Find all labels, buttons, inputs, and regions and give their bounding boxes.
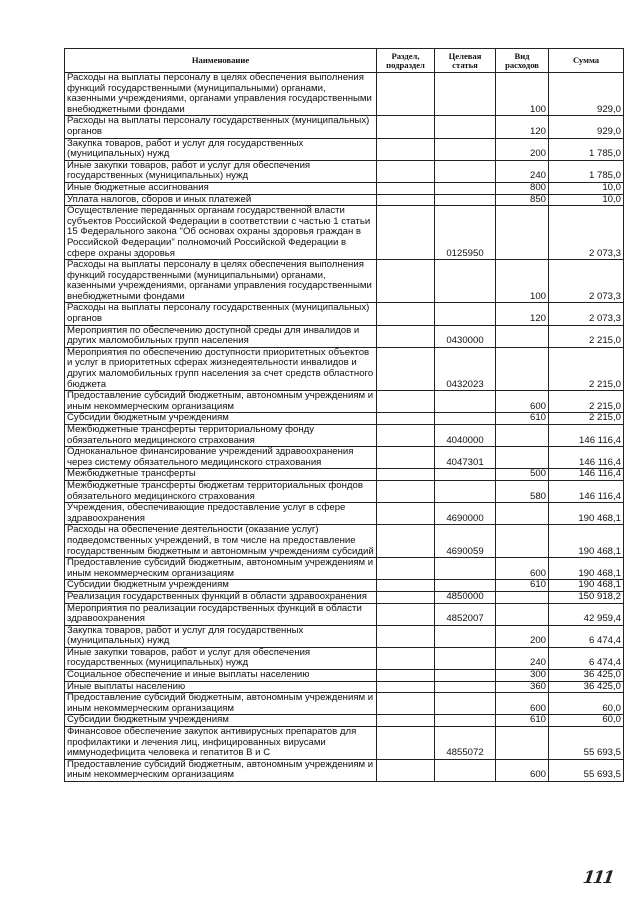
cell-type	[496, 447, 549, 469]
cell-type: 120	[496, 116, 549, 138]
table-row	[65, 603, 624, 625]
cell-type: 600	[496, 693, 549, 715]
table-row	[65, 525, 624, 558]
header-type: Вид расходов	[496, 49, 549, 73]
cell-name: Иные бюджетные ассигнования	[65, 182, 377, 194]
cell-type: 240	[496, 647, 549, 669]
table-row	[65, 413, 624, 425]
table-row	[65, 447, 624, 469]
cell-sum: 1 785,0	[549, 138, 624, 160]
cell-type: 800	[496, 182, 549, 194]
cell-sum: 2 215,0	[549, 347, 624, 390]
cell-section	[377, 160, 435, 182]
budget-table	[64, 48, 624, 782]
table-row	[65, 160, 624, 182]
table-row	[65, 558, 624, 580]
cell-section	[377, 759, 435, 781]
cell-article: 4852007	[435, 603, 496, 625]
cell-sum: 190 468,1	[549, 525, 624, 558]
cell-sum: 2 215,0	[549, 391, 624, 413]
cell-type	[496, 503, 549, 525]
cell-sum: 60,0	[549, 715, 624, 727]
table-row	[65, 138, 624, 160]
cell-section	[377, 413, 435, 425]
cell-type: 850	[496, 194, 549, 206]
cell-name: Реализация государственных функций в области здравоохранения	[65, 591, 377, 603]
cell-article	[435, 413, 496, 425]
cell-type: 300	[496, 670, 549, 682]
cell-name: Мероприятия по обеспечению доступной среды для инвалидов и других маломобильных групп населения	[65, 325, 377, 347]
cell-section	[377, 116, 435, 138]
cell-section	[377, 591, 435, 603]
table-row	[65, 206, 624, 260]
cell-type: 200	[496, 625, 549, 647]
cell-type: 600	[496, 759, 549, 781]
cell-name: Иные закупки товаров, работ и услуг для обеспечения государственных (муниципальных) нужд	[65, 160, 377, 182]
cell-section	[377, 138, 435, 160]
cell-section	[377, 260, 435, 303]
cell-sum: 929,0	[549, 116, 624, 138]
cell-name: Предоставление субсидий бюджетным, автономным учреждениям и иным некоммерческим организациям	[65, 558, 377, 580]
cell-name: Закупка товаров, работ и услуг для государственных (муниципальных) нужд	[65, 625, 377, 647]
cell-section	[377, 469, 435, 481]
cell-name: Предоставление субсидий бюджетным, автономным учреждениям и иным некоммерческим организациям	[65, 391, 377, 413]
cell-type: 600	[496, 391, 549, 413]
cell-name: Учреждения, обеспечивающие предоставление услуг в сфере здравоохранения	[65, 503, 377, 525]
header-article: Целевая статья	[435, 49, 496, 73]
cell-article	[435, 182, 496, 194]
table-row	[65, 670, 624, 682]
cell-article: 4690000	[435, 503, 496, 525]
cell-sum: 10,0	[549, 194, 624, 206]
cell-section	[377, 325, 435, 347]
cell-section	[377, 391, 435, 413]
cell-article	[435, 558, 496, 580]
table-row	[65, 182, 624, 194]
cell-type: 100	[496, 73, 549, 116]
cell-type	[496, 206, 549, 260]
cell-section	[377, 647, 435, 669]
cell-type: 120	[496, 303, 549, 325]
cell-article	[435, 625, 496, 647]
cell-sum: 146 116,4	[549, 447, 624, 469]
cell-article	[435, 160, 496, 182]
cell-article	[435, 715, 496, 727]
cell-name: Предоставление субсидий бюджетным, автономным учреждениям и иным некоммерческим организациям	[65, 693, 377, 715]
cell-section	[377, 503, 435, 525]
cell-article	[435, 759, 496, 781]
cell-article: 0432023	[435, 347, 496, 390]
cell-sum: 42 959,4	[549, 603, 624, 625]
cell-section	[377, 194, 435, 206]
cell-article: 4850000	[435, 591, 496, 603]
cell-article	[435, 194, 496, 206]
cell-section	[377, 206, 435, 260]
table-row	[65, 759, 624, 781]
table-row	[65, 681, 624, 693]
cell-type	[496, 347, 549, 390]
cell-section	[377, 447, 435, 469]
cell-name: Одноканальное финансирование учреждений здравоохранения через систему обязательного медицинского страхования	[65, 447, 377, 469]
cell-type: 500	[496, 469, 549, 481]
cell-article	[435, 116, 496, 138]
cell-article: 0125950	[435, 206, 496, 260]
table-row	[65, 715, 624, 727]
table-row	[65, 425, 624, 447]
cell-type: 580	[496, 480, 549, 502]
cell-article	[435, 681, 496, 693]
table-row	[65, 347, 624, 390]
cell-sum: 2 073,3	[549, 260, 624, 303]
cell-article	[435, 138, 496, 160]
cell-type: 610	[496, 580, 549, 592]
cell-type	[496, 727, 549, 760]
cell-name: Закупка товаров, работ и услуг для государственных (муниципальных) нужд	[65, 138, 377, 160]
cell-sum: 150 918,2	[549, 591, 624, 603]
table-row	[65, 469, 624, 481]
table-row	[65, 647, 624, 669]
cell-name: Расходы на выплаты персоналу в целях обеспечения выполнения функций государственными (муниципальными) органами, казенными учреждениями, органами управления государственными внебюджетными фондами	[65, 73, 377, 116]
cell-article	[435, 670, 496, 682]
cell-type	[496, 325, 549, 347]
cell-section	[377, 681, 435, 693]
cell-sum: 6 474,4	[549, 625, 624, 647]
table-row	[65, 580, 624, 592]
table-row	[65, 625, 624, 647]
cell-article	[435, 303, 496, 325]
handwritten-page-number: 111	[581, 868, 614, 888]
cell-type: 240	[496, 160, 549, 182]
cell-name: Расходы на выплаты персоналу в целях обеспечения выполнения функций государственными (муниципальными) органами, казенными учреждениями, органами управления государственными внебюджетными фондами	[65, 260, 377, 303]
cell-section	[377, 347, 435, 390]
cell-name: Межбюджетные трансферты	[65, 469, 377, 481]
cell-sum: 190 468,1	[549, 580, 624, 592]
cell-section	[377, 480, 435, 502]
cell-type	[496, 525, 549, 558]
cell-section	[377, 693, 435, 715]
cell-section	[377, 303, 435, 325]
cell-name: Межбюджетные трансферты территориальному фонду обязательного медицинского страхования	[65, 425, 377, 447]
cell-article	[435, 580, 496, 592]
table-row	[65, 116, 624, 138]
table-row	[65, 260, 624, 303]
cell-sum: 146 116,4	[549, 425, 624, 447]
cell-type: 610	[496, 413, 549, 425]
cell-name: Иные закупки товаров, работ и услуг для обеспечения государственных (муниципальных) нужд	[65, 647, 377, 669]
cell-type	[496, 425, 549, 447]
cell-sum: 190 468,1	[549, 503, 624, 525]
header-sum: Сумма	[549, 49, 624, 73]
table-row	[65, 727, 624, 760]
cell-section	[377, 558, 435, 580]
cell-name: Осуществление переданных органам государственной власти субъектов Российской Федерации в соответствии с частью 1 статьи 15 Федерального закона "Об основах охраны здоровья граждан в Российской Федерации" полномочий Российской Федерации в сфере охраны здоровья	[65, 206, 377, 260]
cell-article	[435, 73, 496, 116]
table-row	[65, 480, 624, 502]
cell-type: 610	[496, 715, 549, 727]
cell-section	[377, 625, 435, 647]
table-header-row	[65, 49, 624, 73]
table-row	[65, 693, 624, 715]
cell-sum: 2 073,3	[549, 206, 624, 260]
cell-name: Предоставление субсидий бюджетным, автономным учреждениям и иным некоммерческим организациям	[65, 759, 377, 781]
cell-sum: 36 425,0	[549, 681, 624, 693]
cell-article: 0430000	[435, 325, 496, 347]
table-row	[65, 325, 624, 347]
table-row	[65, 73, 624, 116]
cell-section	[377, 525, 435, 558]
cell-name: Субсидии бюджетным учреждениям	[65, 580, 377, 592]
cell-name: Уплата налогов, сборов и иных платежей	[65, 194, 377, 206]
cell-sum: 146 116,4	[549, 469, 624, 481]
cell-name: Расходы на обеспечение деятельности (оказание услуг) подведомственных учреждений, в том числе на предоставление государственным бюджетным и автономным учреждениям субсидий	[65, 525, 377, 558]
cell-section	[377, 182, 435, 194]
cell-sum: 55 693,5	[549, 759, 624, 781]
cell-sum: 1 785,0	[549, 160, 624, 182]
cell-section	[377, 715, 435, 727]
cell-type: 600	[496, 558, 549, 580]
cell-name: Расходы на выплаты персоналу государственных (муниципальных) органов	[65, 303, 377, 325]
cell-sum: 929,0	[549, 73, 624, 116]
cell-name: Межбюджетные трансферты бюджетам территориальных фондов обязательного медицинского страхования	[65, 480, 377, 502]
cell-name: Расходы на выплаты персоналу государственных (муниципальных) органов	[65, 116, 377, 138]
cell-sum: 146 116,4	[549, 480, 624, 502]
cell-article	[435, 260, 496, 303]
cell-section	[377, 603, 435, 625]
cell-section	[377, 670, 435, 682]
cell-article	[435, 693, 496, 715]
cell-article: 4855072	[435, 727, 496, 760]
cell-type: 360	[496, 681, 549, 693]
cell-sum: 10,0	[549, 182, 624, 194]
cell-sum: 55 693,5	[549, 727, 624, 760]
cell-section	[377, 727, 435, 760]
cell-sum: 60,0	[549, 693, 624, 715]
cell-type	[496, 603, 549, 625]
table-row	[65, 391, 624, 413]
cell-article	[435, 469, 496, 481]
table-body	[65, 73, 624, 782]
cell-article: 4040000	[435, 425, 496, 447]
cell-section	[377, 580, 435, 592]
cell-article	[435, 391, 496, 413]
cell-name: Иные выплаты населению	[65, 681, 377, 693]
cell-article: 4690059	[435, 525, 496, 558]
table-row	[65, 503, 624, 525]
header-section: Раздел, подраздел	[377, 49, 435, 73]
cell-name: Мероприятия по реализации государственных функций в области здравоохранения	[65, 603, 377, 625]
cell-section	[377, 73, 435, 116]
cell-article: 4047301	[435, 447, 496, 469]
cell-sum: 190 468,1	[549, 558, 624, 580]
cell-article	[435, 480, 496, 502]
cell-article	[435, 647, 496, 669]
cell-sum: 2 215,0	[549, 413, 624, 425]
table-row	[65, 303, 624, 325]
cell-section	[377, 425, 435, 447]
cell-name: Финансовое обеспечение закупок антивирусных препаратов для профилактики и лечения лиц, инфицированных вирусами иммунодефицита человека и гепатитов В и С	[65, 727, 377, 760]
header-name: Наименование	[65, 49, 377, 73]
cell-name: Субсидии бюджетным учреждениям	[65, 413, 377, 425]
cell-name: Субсидии бюджетным учреждениям	[65, 715, 377, 727]
cell-sum: 2 215,0	[549, 325, 624, 347]
cell-type: 200	[496, 138, 549, 160]
cell-type	[496, 591, 549, 603]
table-row	[65, 591, 624, 603]
cell-sum: 2 073,3	[549, 303, 624, 325]
cell-name: Мероприятия по обеспечению доступности приоритетных объектов и услуг в приоритетных сферах жизнедеятельности инвалидов и других маломобильных групп населения за счет средств областного бюджета	[65, 347, 377, 390]
cell-type: 100	[496, 260, 549, 303]
cell-sum: 6 474,4	[549, 647, 624, 669]
cell-name: Социальное обеспечение и иные выплаты населению	[65, 670, 377, 682]
cell-sum: 36 425,0	[549, 670, 624, 682]
table-row	[65, 194, 624, 206]
